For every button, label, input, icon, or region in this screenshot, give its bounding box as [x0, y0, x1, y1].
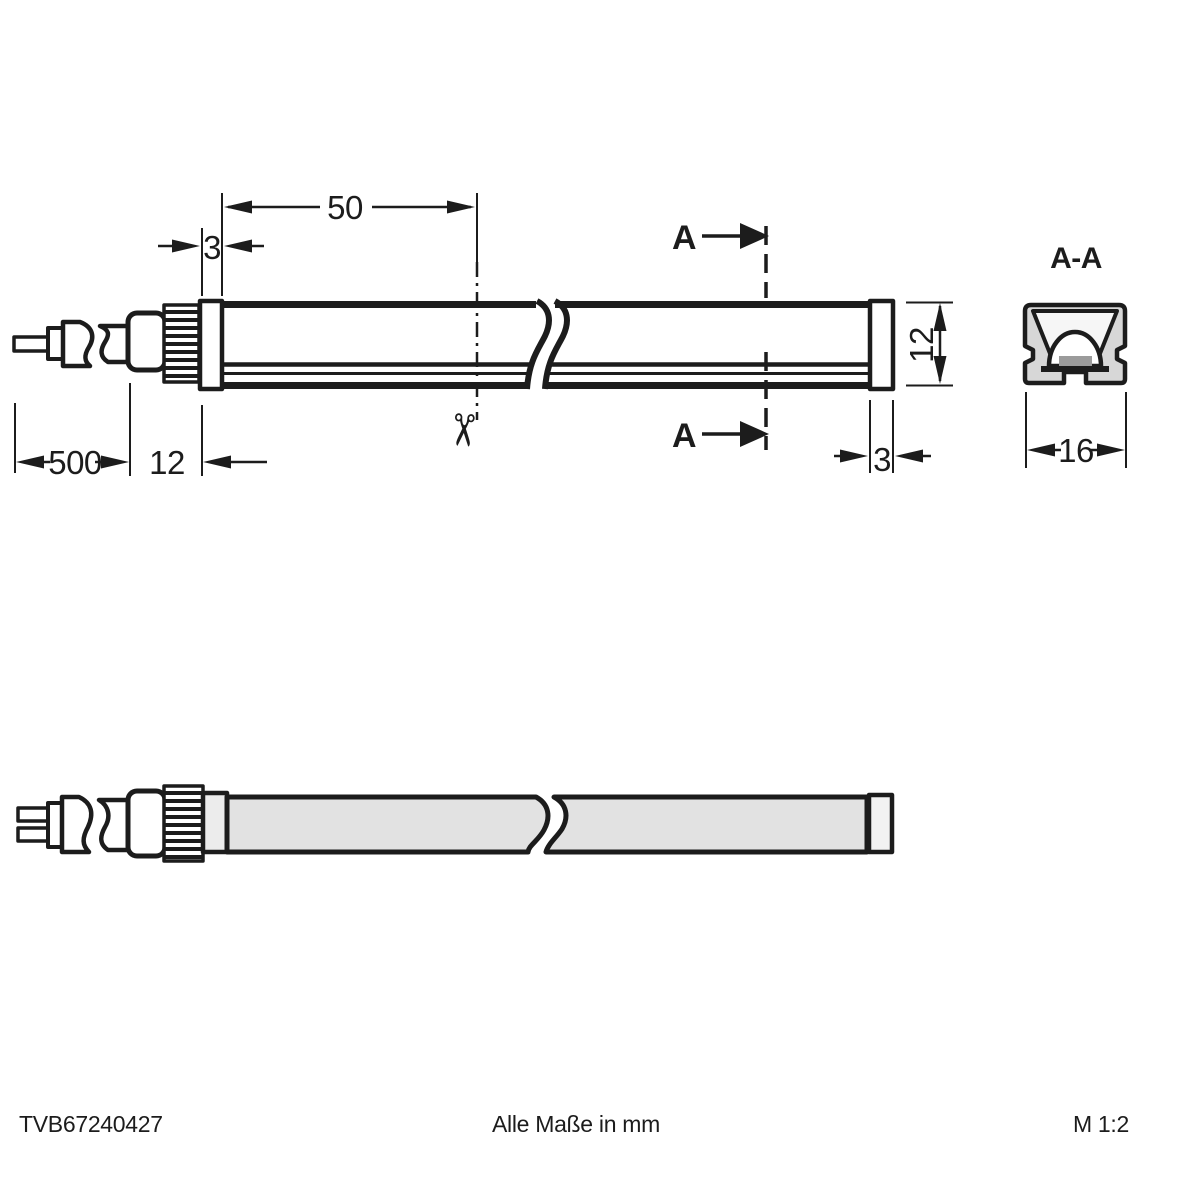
plug-prong-top	[18, 808, 48, 821]
plug-prong-bottom	[18, 828, 48, 841]
dim-label-500: 500	[48, 444, 102, 481]
arrowhead	[224, 201, 252, 214]
arrowhead	[1097, 444, 1125, 457]
arrowhead	[101, 456, 129, 469]
connector-body	[128, 791, 165, 856]
scissors-icon: ✂	[436, 410, 489, 450]
arrowhead	[203, 456, 231, 469]
section-view-title: A-A	[1050, 242, 1102, 275]
dim-label-16: 16	[1058, 432, 1094, 469]
dim-label-12-bottom: 12	[149, 444, 185, 481]
strip-right-segment	[546, 797, 867, 852]
dim-label-3-right: 3	[873, 441, 891, 478]
section-label-bottom: A	[671, 417, 697, 455]
strip-endcap	[869, 795, 892, 852]
arrowhead	[172, 240, 200, 253]
dim-label-50: 50	[327, 189, 363, 226]
connector-body	[128, 313, 165, 370]
strip-sleeve	[203, 793, 227, 852]
side-view	[14, 301, 893, 389]
arrowhead	[840, 450, 868, 463]
section-cut-line	[702, 223, 769, 450]
arrowhead	[934, 303, 947, 331]
footer-note: Alle Maße in mm	[491, 1111, 661, 1137]
section-label-top: A	[671, 219, 697, 257]
arrowhead	[224, 240, 252, 253]
dim-label-12-height: 12	[903, 327, 940, 363]
arrowhead	[895, 450, 923, 463]
plan-view	[18, 786, 892, 861]
arrowhead	[1027, 444, 1055, 457]
plug-pin	[14, 337, 48, 351]
footer-scale: M 1:2	[1072, 1111, 1129, 1137]
arrowhead	[16, 456, 44, 469]
profile-right-segment	[545, 301, 870, 389]
profile-left-segment	[222, 301, 549, 389]
cable-end-block	[62, 797, 91, 852]
profile-endcap-left	[200, 301, 222, 389]
connector-nut	[164, 786, 203, 861]
profile-endcap-right	[870, 301, 893, 389]
arrowhead	[447, 201, 475, 214]
section-view	[1025, 305, 1125, 383]
dim-label-3-left: 3	[203, 229, 221, 266]
footer-article-number: TVB67240427	[19, 1111, 163, 1137]
led-chip	[1059, 356, 1092, 367]
strip-left-segment	[227, 797, 548, 852]
cable-end-block	[63, 322, 92, 366]
connector-nut	[164, 305, 199, 382]
